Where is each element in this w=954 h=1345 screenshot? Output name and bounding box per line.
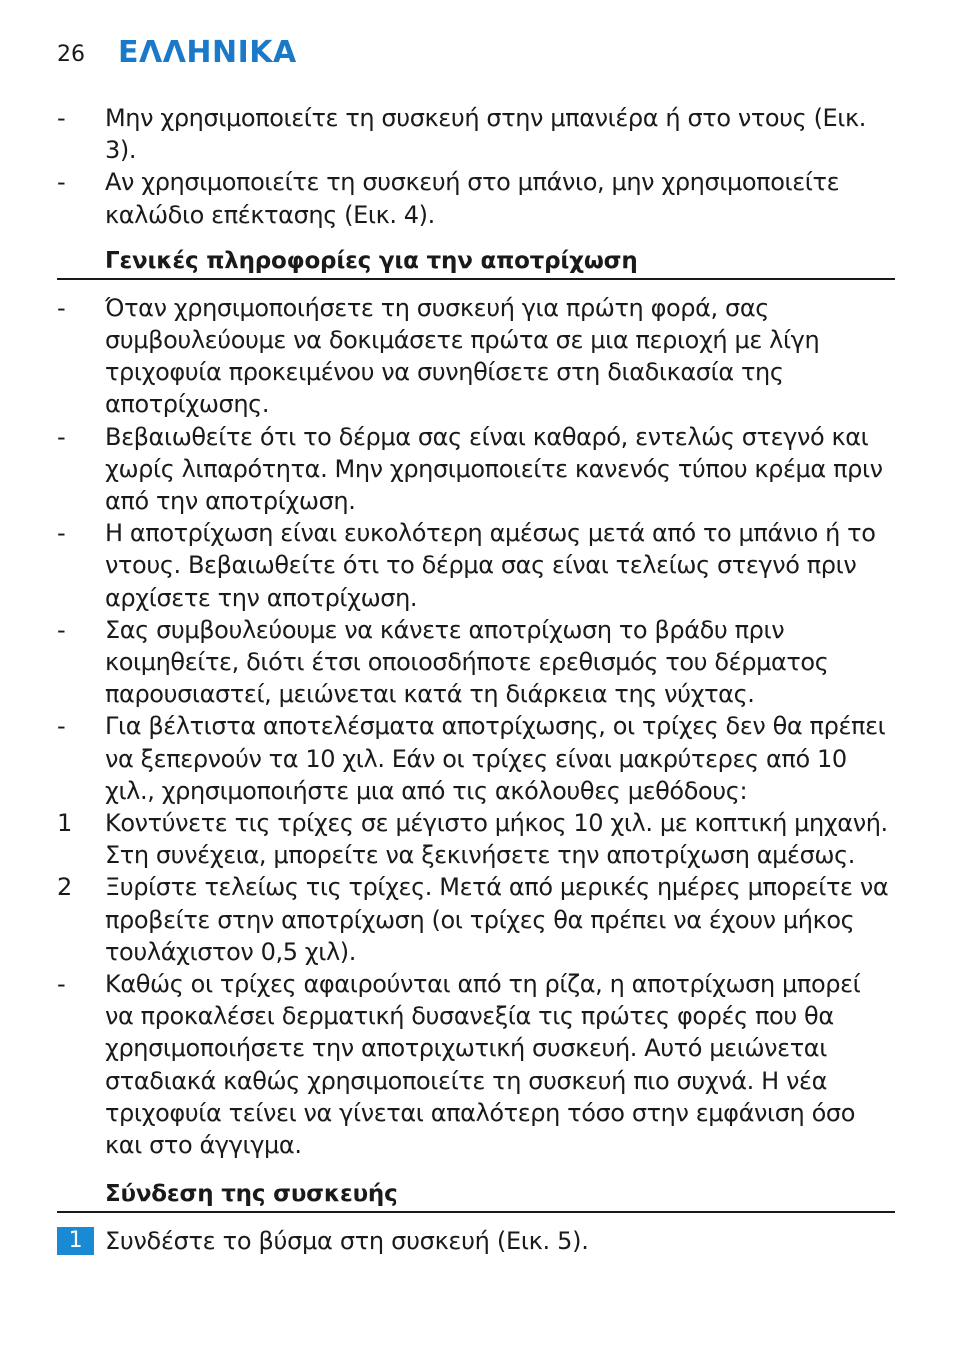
language-title: ΕΛΛΗΝΙΚΑ (118, 35, 297, 70)
step-text: Συνδέστε το βύσμα στη συσκευή (Εικ. 5). (105, 1227, 589, 1256)
list-item-text: Μην χρησιμοποιείτε τη συσκευή στην μπανιέρα ή στο ντους (Εικ. 3). (105, 104, 866, 165)
list-item (57, 166, 895, 230)
numbered-item (57, 871, 895, 968)
list-item-text: Βεβαιωθείτε ότι το δέρμα σας είναι καθαρό, εντελώς στεγνό και χωρίς λιπαρότητα. Μην χρησιμοποιείτε κανενός τύπου κρέμα πριν από την αποτρίχωση. (105, 422, 883, 516)
list-item-text: Σας συμβουλεύουμε να κάνετε αποτρίχωση το βράδυ πριν κοιμηθείτε, διότι έτσι οποιοσδήποτε ερεθισμός του δέρματος παρουσιαστεί, μειώνεται κατά τη διάρκεια της νύχτας. (105, 615, 829, 709)
list-item (57, 614, 895, 711)
section-heading-general-info: Γενικές πληροφορίες για την αποτρίχωση (57, 246, 895, 280)
list-item-text: Αν χρησιμοποιείτε τη συσκευή στο μπάνιο, μην χρησιμοποιείτε καλώδιο επέκτασης (Εικ. 4). (105, 168, 840, 229)
list-item-text: Για βέλτιστα αποτελέσματα αποτρίχωσης, οι τρίχες δεν θα πρέπει να ξεπερνούν τα 10 χιλ. Εάν οι τρίχες είναι μακρύτερες από 10 χιλ., χρησιμοποιήστε μια από τις ακόλουθες μεθόδους: (105, 712, 886, 805)
list-marker: - (57, 712, 66, 741)
general-info-list (57, 292, 895, 1161)
list-marker: - (57, 615, 66, 644)
list-item-text: Όταν χρησιμοποιήσετε τη συσκευή για πρώτη φορά, σας συμβουλεύουμε να δοκιμάσετε πρώτα σε μια περιοχή με λίγη τριχοφυία προκειμένου να συνηθίσετε στη διαδικασία της αποτρίχωσης. (105, 293, 820, 419)
list-item (57, 517, 895, 614)
list-item (57, 421, 895, 518)
page-content (57, 102, 895, 1257)
list-item-text: Καθώς οι τρίχες αφαιρούνται από τη ρίζα, η αποτρίχωση μπορεί να προκαλέσει δερματική δυσανεξία τις πρώτες φορές που θα χρησιμοποιήσετε την αποτριχωτική συσκευή. Αυτό μειώνεται σταδιακά καθώς χρησιμοποιείτε τη συσκευή πιο συχνά. Η νέα τριχοφυία τείνει να γίνεται απαλότερη τόσο στην εμφάνιση όσο και στο άγγιγμα. (105, 970, 861, 1160)
list-marker: - (57, 970, 66, 999)
list-number: 2 (57, 873, 72, 902)
list-item (57, 968, 895, 1161)
list-marker: - (57, 519, 66, 548)
list-marker: - (57, 168, 66, 197)
list-item-text: Κοντύνετε τις τρίχες σε μέγιστο μήκος 10 χιλ. με κοπτική μηχανή. Στη συνέχεια, μπορείτε να ξεκινήσετε την αποτρίχωση αμέσως. (105, 809, 888, 870)
intro-list (57, 102, 895, 231)
list-marker: - (57, 422, 66, 451)
page-number: 26 (57, 42, 85, 67)
connect-steps (57, 1225, 895, 1257)
numbered-item (57, 807, 895, 871)
list-item (57, 102, 895, 166)
list-number: 1 (57, 809, 72, 838)
step-item (57, 1225, 895, 1257)
list-marker: - (57, 104, 66, 132)
list-item (57, 710, 895, 807)
step-number-badge: 1 (57, 1227, 94, 1255)
list-item-text: Ξυρίστε τελείως τις τρίχες. Μετά από μερικές ημέρες μπορείτε να προβείτε στην αποτρίχωση (οι τρίχες θα πρέπει να έχουν μήκος τουλάχιστον 0,5 χιλ). (105, 873, 889, 966)
section-heading-connect: Σύνδεση της συσκευής (57, 1179, 895, 1213)
list-marker: - (57, 293, 66, 322)
list-item-text: Η αποτρίχωση είναι ευκολότερη αμέσως μετά από το μπάνιο ή το ντους. Βεβαιωθείτε ότι το δέρμα σας είναι τελείως στεγνό πριν αρχίσετε την αποτρίχωση. (105, 519, 876, 612)
list-item (57, 292, 895, 421)
